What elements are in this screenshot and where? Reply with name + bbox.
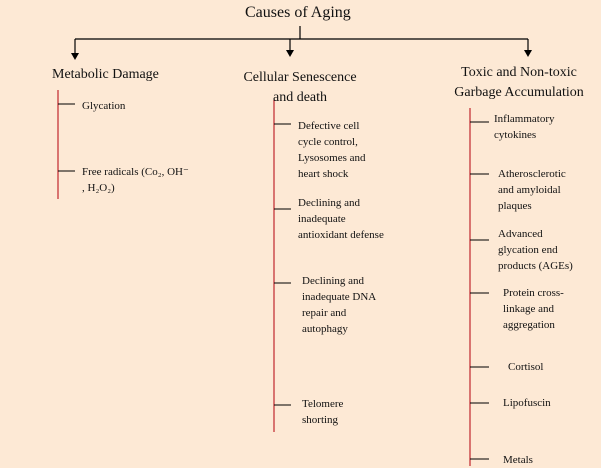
item-lipofuscin [503,395,551,411]
item-line: plaques [498,200,532,212]
item-line: Lysosomes and [298,152,366,164]
item-line: antioxidant defense [298,229,384,241]
arrow-cellular-head [286,50,294,57]
item-line: Telomere [302,398,344,410]
item-defective-cell-cycle [298,118,366,182]
item-glycation [82,98,125,114]
item-line: Metals [503,454,533,466]
heading-line: Cellular Senescence [243,70,357,85]
heading-toxic-garbage [446,63,592,103]
item-line: Inflammatory [494,113,555,125]
item-line: Declining and [298,197,361,209]
item-line: cycle control, [298,136,358,148]
item-line: Advanced [498,228,543,240]
item-line: Atherosclerotic [498,168,566,180]
item-cortisol [508,359,543,375]
heading-line: Garbage Accumulation [454,85,584,100]
item-line: Protein cross- [503,287,564,299]
heading-line: Toxic and Non-toxic [461,65,577,80]
item-antioxidant-defense [298,195,384,243]
item-line: heart shock [298,168,349,180]
item-line: , H₂O₂) [82,182,115,194]
item-free-radicals [82,164,189,196]
item-line: Glycation [82,100,126,112]
diagram-title: Causes of Aging [245,4,351,21]
item-line: Cortisol [508,361,544,373]
item-line: and amyloidal [498,184,561,196]
item-line: repair and [302,307,347,319]
item-plaques [498,166,566,214]
item-dna-repair [302,273,376,337]
item-line: products (AGEs) [498,260,573,272]
item-ages [498,226,573,274]
item-line: shorting [302,414,339,426]
item-line: inadequate [298,213,346,225]
heading-line: and death [272,90,328,105]
heading-line: Metabolic Damage [52,67,159,82]
item-line: autophagy [302,323,348,335]
item-line: Free radicals (Co₂, OH⁻ [82,166,189,178]
item-line: inadequate DNA [302,291,377,303]
item-line: cytokines [494,129,537,141]
item-line: glycation end [498,244,558,256]
arrow-metabolic-head [71,53,79,60]
item-line: Declining and [302,275,365,287]
item-inflammatory-cytokines [494,111,554,143]
item-line: aggregation [503,319,555,331]
heading-metabolic-damage [52,67,159,83]
heading-cellular-senescence [240,68,360,108]
item-line: Lipofuscin [503,397,551,409]
item-telomere [302,396,343,428]
item-line: linkage and [503,303,555,315]
item-line: Defective cell [298,120,360,132]
arrow-toxic-head [524,50,532,57]
item-protein-crosslinkage [503,285,564,333]
